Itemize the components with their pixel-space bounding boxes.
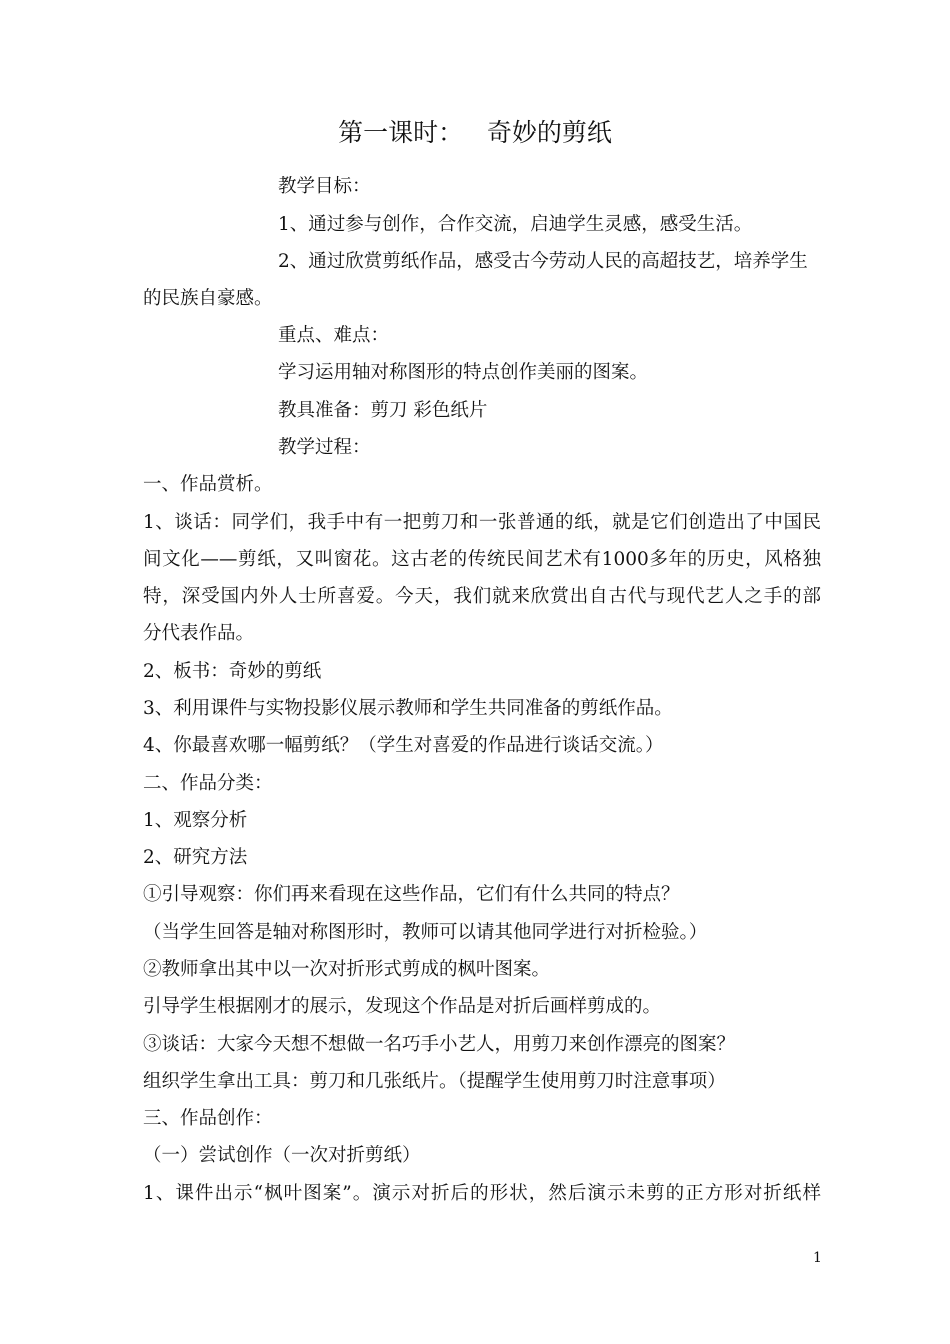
text-line: 1、课件出示“枫叶图案”。演示对折后的形状，然后演示未剪的正方形对折纸样 <box>143 1183 821 1204</box>
text-line: 教具准备：剪刀 彩色纸片 <box>278 400 488 421</box>
text-line: 4、你最喜欢哪一幅剪纸？（学生对喜爱的作品进行谈话交流。） <box>143 735 664 756</box>
text-line: 2、通过欣赏剪纸作品，感受古今劳动人民的高超技艺，培养学生 <box>278 251 808 272</box>
page-title: 第一课时： 奇妙的剪纸 <box>338 118 612 147</box>
text-line: 三、作品创作： <box>143 1108 273 1129</box>
text-line: 一、作品赏析。 <box>143 474 273 495</box>
text-line: ①引导观察：你们再来看现在这些作品，它们有什么共同的特点？ <box>143 884 680 905</box>
text-line: 组织学生拿出工具：剪刀和几张纸片。（提醒学生使用剪刀时注意事项） <box>143 1071 726 1092</box>
text-line: 间文化——剪纸，又叫窗花。这古老的传统民间艺术有1000多年的历史，风格独 <box>143 549 821 570</box>
text-line: 2、研究方法 <box>143 847 248 868</box>
text-line: （当学生回答是轴对称图形时，教师可以请其他同学进行对折检验。） <box>143 922 708 943</box>
text-line: 3、利用课件与实物投影仪展示教师和学生共同准备的剪纸作品。 <box>143 698 673 719</box>
text-line: 2、板书：奇妙的剪纸 <box>143 661 322 682</box>
text-line: 1、观察分析 <box>143 810 248 831</box>
text-line: 重点、难点： <box>278 325 390 346</box>
text-line: 的民族自豪感。 <box>143 288 273 309</box>
text-line: 教学目标： <box>278 176 371 197</box>
text-line: 1、谈话：同学们，我手中有一把剪刀和一张普通的纸，就是它们创造出了中国民 <box>143 512 821 533</box>
text-line: 学习运用轴对称图形的特点创作美丽的图案。 <box>278 362 649 383</box>
text-line: 特，深受国内外人士所喜爱。今天，我们就来欣赏出自古代与现代艺人之手的部 <box>143 586 821 607</box>
text-line: 二、作品分类： <box>143 773 273 794</box>
text-line: 1、通过参与创作，合作交流，启迪学生灵感，感受生活。 <box>278 214 753 235</box>
text-line: （一）尝试创作（一次对折剪纸） <box>143 1145 421 1166</box>
page-number: 1 <box>813 1250 822 1266</box>
text-line: 引导学生根据刚才的展示，发现这个作品是对折后画样剪成的。 <box>143 996 662 1017</box>
text-line: ②教师拿出其中以一次对折形式剪成的枫叶图案。 <box>143 959 551 980</box>
text-line: ③谈话：大家今天想不想做一名巧手小艺人，用剪刀来创作漂亮的图案？ <box>143 1034 736 1055</box>
text-line: 教学过程： <box>278 437 371 458</box>
text-line: 分代表作品。 <box>143 623 255 644</box>
